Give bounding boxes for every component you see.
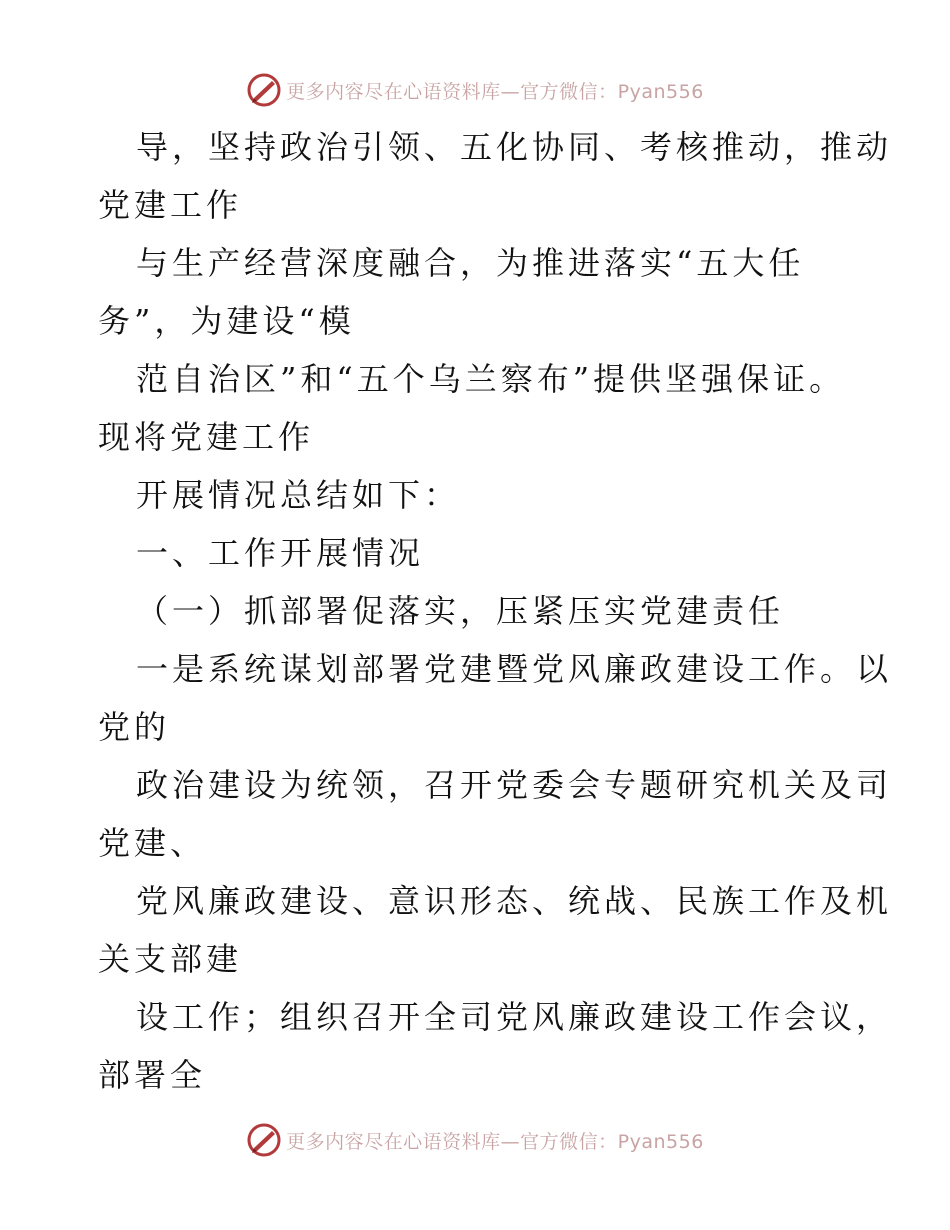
text-line: 关支部建 [98,940,243,978]
watermark-text: 更多内容尽在心语资料库—官方微信：Pyan556 [286,80,704,103]
text-line: 政治建设为统领，召开党委会专题研究机关及司 [136,766,893,804]
text-line: 党的 [98,708,171,746]
watermark-banner-bottom [0,1120,950,1160]
text-line: 现将党建工作 [98,418,315,456]
document-body [98,118,893,1104]
text-line: 一是系统谋划部署党建暨党风廉政建设工作。以 [136,650,893,688]
text-line: 一、工作开展情况 [136,534,425,572]
pen-logo-icon [246,1122,282,1158]
text-line: （一）抓部署促落实，压紧压实党建责任 [136,592,785,630]
text-line: 党建工作 [98,186,243,224]
text-line: 部署全 [98,1056,207,1094]
text-line: 与生产经营深度融合，为推进落实“五大任 [136,244,805,282]
text-line: 党风廉政建设、意识形态、统战、民族工作及机 [136,882,893,920]
watermark-text: 更多内容尽在心语资料库—官方微信：Pyan556 [286,1130,704,1153]
text-line: 务”，为建设“模 [98,302,355,340]
watermark-banner-top [0,70,950,110]
text-line: 开展情况总结如下： [136,476,461,514]
pen-logo-icon [246,72,282,108]
text-line: 党建、 [98,824,207,862]
text-line: 导，坚持政治引领、五化协同、考核推动，推动 [136,128,893,166]
text-line: 范自治区”和“五个乌兰察布”提供坚强保证。 [136,360,846,398]
text-line: 设工作；组织召开全司党风廉政建设工作会议， [136,998,893,1036]
